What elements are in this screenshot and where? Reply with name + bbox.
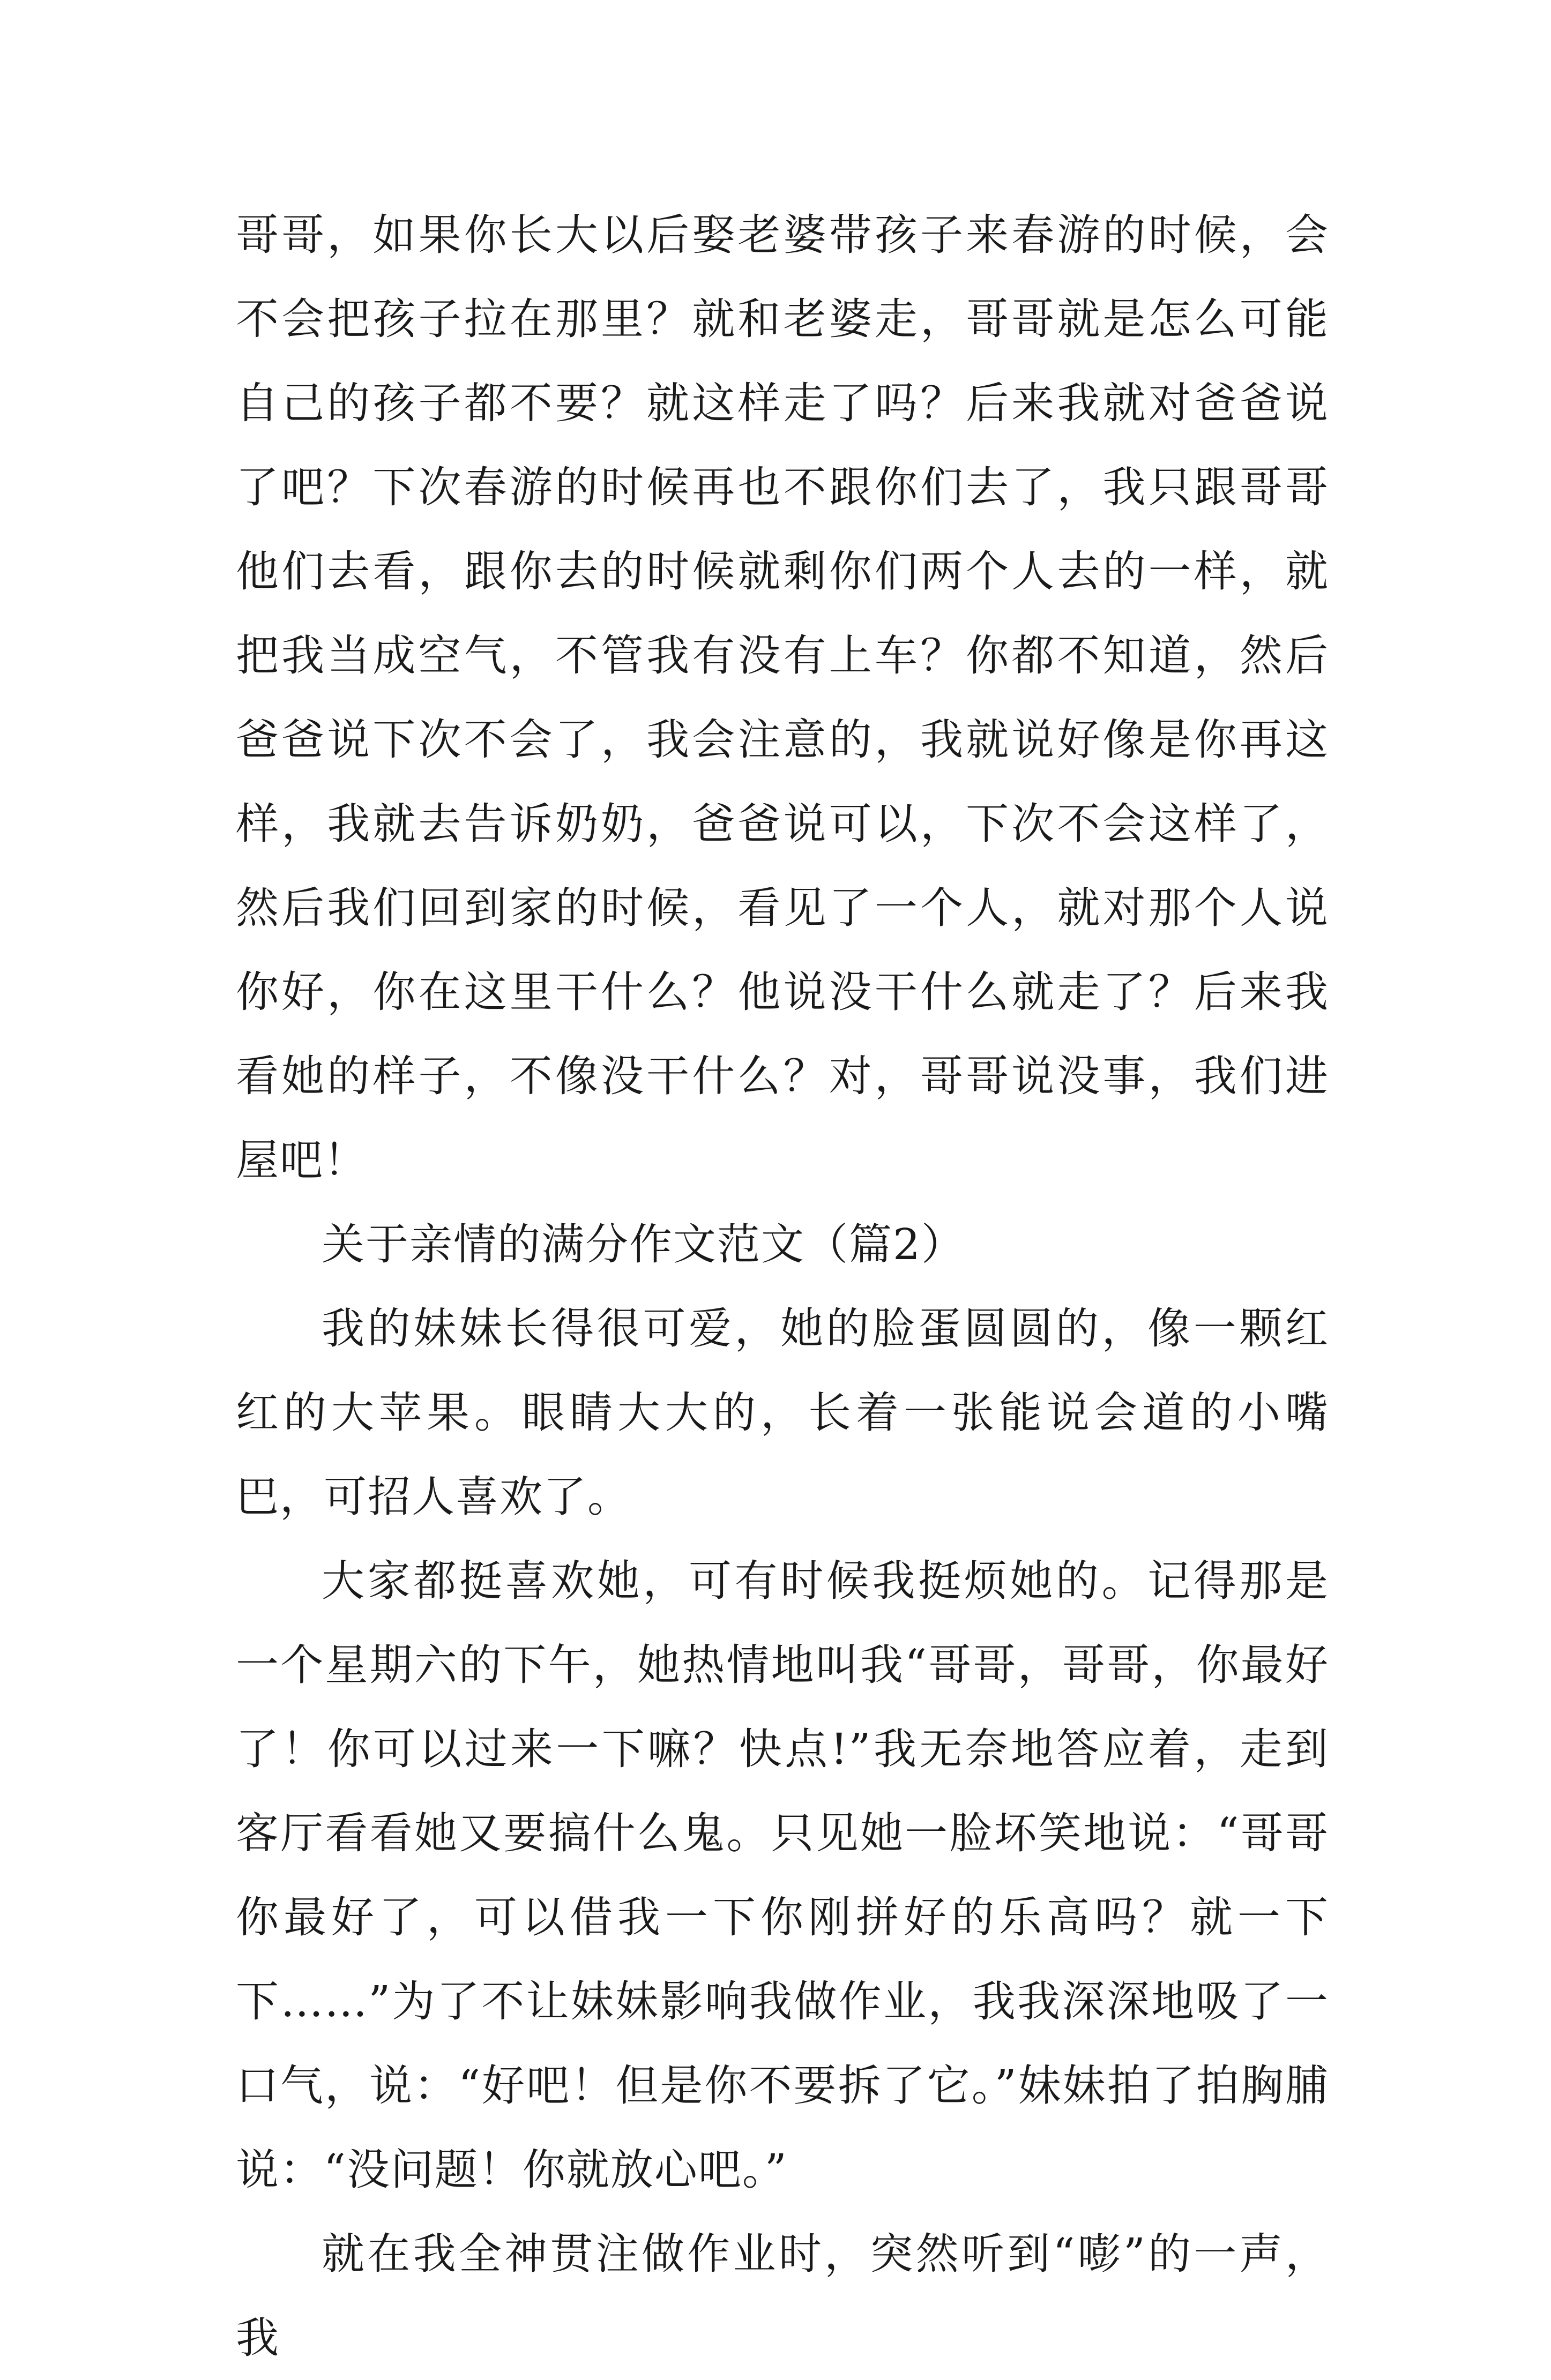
section-heading: 关于亲情的满分作文范文（篇2） [322, 1219, 965, 1269]
paragraph: 就在我全神贯注做作业时，突然听到“嘭”的一声，我 [236, 2229, 1329, 2363]
paragraph: 我的妹妹长得很可爱，她的脸蛋圆圆的，像一颗红红的大苹果。眼睛大大的，长着一张能说会道的小嘴巴，可招人喜欢了。 [236, 1304, 1329, 1522]
paragraph: 大家都挺喜欢她，可有时候我挺烦她的。记得那是一个星期六的下午，她热情地叫我“哥哥，哥哥，你最好了！你可以过来一下嘛？快点!”我无奈地答应着，走到客厅看看她又要搞什么鬼。只见她一脸坏笑地说：“哥哥你最好了，可以借我一下你刚拼好的乐高吗？就一下下……”为了不让妹妹影响我做作业，我我深深地吸了一口气，说：“好吧！但是你不要拆了它。”妹妹拍了拍胸脯说：“没问题！你就放心吧。” [236, 1556, 1329, 2195]
document-body [236, 193, 1329, 2380]
paragraph-continuation: 哥哥，如果你长大以后娶老婆带孩子来春游的时候，会不会把孩子拉在那里？就和老婆走，哥哥就是怎么可能自己的孩子都不要？就这样走了吗？后来我就对爸爸说了吧？下次春游的时候再也不跟你们去了，我只跟哥哥他们去看，跟你去的时候就剩你们两个人去的一样，就把我当成空气，不管我有没有上车？你都不知道，然后爸爸说下次不会了，我会注意的，我就说好像是你再这样，我就去告诉奶奶，爸爸说可以，下次不会这样了，然后我们回到家的时候，看见了一个人，就对那个人说你好，你在这里干什么？他说没干什么就走了？后来我看她的样子，不像没干什么？对，哥哥说没事，我们进屋吧！ [236, 210, 1329, 1185]
